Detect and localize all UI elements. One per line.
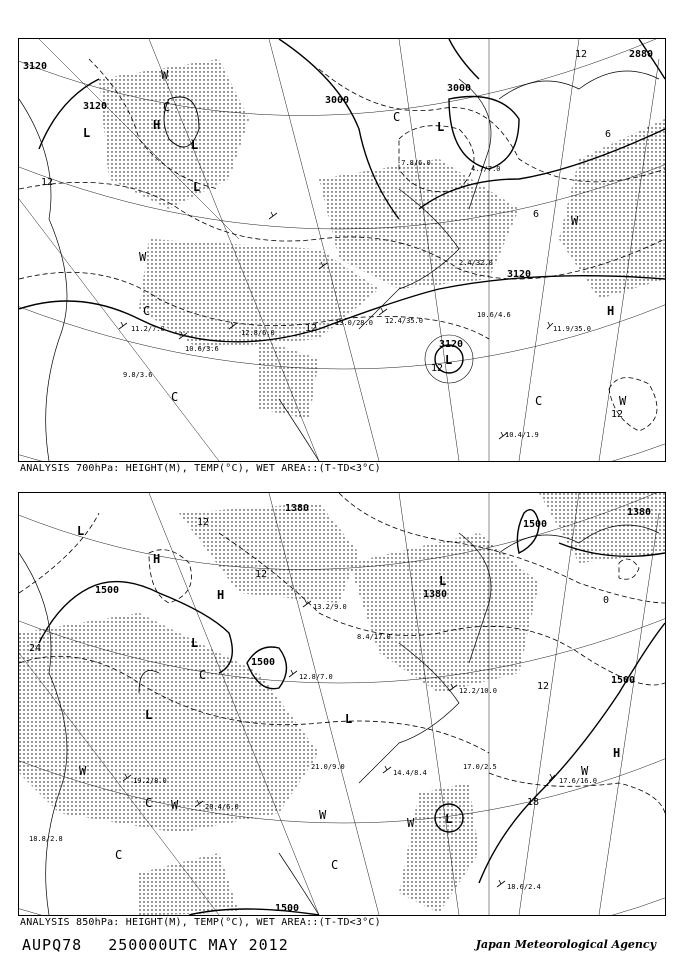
low-center: L: [193, 180, 201, 194]
low-center: L: [83, 126, 91, 140]
low-center: L: [191, 138, 199, 152]
cold-center: C: [171, 390, 179, 404]
temp-label: 12: [575, 49, 588, 60]
warm-center: W: [139, 250, 147, 264]
height-label: 3120: [507, 269, 532, 280]
product-code: AUPQ78: [22, 936, 83, 954]
station-obs-item: 8.4/17.0: [357, 633, 391, 641]
cold-center: C: [163, 100, 171, 114]
cold-center: C: [115, 848, 123, 862]
station-obs-item: 18.8/2.8: [29, 835, 63, 843]
low-center: L: [77, 524, 85, 538]
temp-label: 12: [537, 681, 550, 692]
temp-label: 12: [197, 517, 210, 528]
station-obs-item: 12.4/35.0: [385, 317, 423, 325]
height-label: 1500: [611, 675, 636, 686]
station-obs-item: 12.8/6.0: [241, 329, 275, 337]
valid-time: 250000UTC MAY 2012: [108, 936, 289, 954]
station-obs-item: 12.8/7.0: [299, 673, 333, 681]
height-label: 1380: [285, 503, 310, 514]
warm-center: W: [319, 808, 327, 822]
station-obs-item: 19.2/8.0: [133, 777, 167, 785]
temp-label: 12: [255, 569, 268, 580]
product-header: [22, 936, 289, 954]
station-obs-item: 21.0/9.0: [311, 763, 345, 771]
temp-label: 0: [603, 595, 610, 606]
cold-center: C: [143, 304, 151, 318]
temp-label: 6: [605, 129, 612, 140]
warm-center: W: [581, 764, 589, 778]
low-center: L: [439, 574, 447, 588]
station-obs-item: 10.6/3.6: [185, 345, 219, 353]
cold-center: C: [199, 668, 207, 682]
station-obs-item: 13.2/9.0: [313, 603, 347, 611]
cold-center: C: [145, 796, 153, 810]
high-center: H: [607, 304, 615, 318]
low-center: L: [445, 812, 453, 826]
wet-area: [99, 59, 665, 419]
station-obs-item: 10.4/1.9: [505, 431, 539, 439]
low-center: L: [345, 712, 353, 726]
temp-label: 6: [533, 209, 540, 220]
station-obs-item: 13.0/28.0: [335, 319, 373, 327]
high-center: H: [153, 552, 161, 566]
temp-label: 12: [305, 323, 318, 334]
caption-700hpa: ANALYSIS 700hPa: HEIGHT(M), TEMP(°C), WET AREA::(T-TD<3°C): [20, 463, 381, 474]
station-obs-item: 20.4/6.0: [205, 803, 239, 811]
weather-map-850hpa: [19, 493, 665, 915]
agency-credit: Japan Meteorological Agency: [475, 938, 656, 951]
cold-center: C: [535, 394, 543, 408]
high-center: H: [153, 118, 161, 132]
station-obs-item: 17.6/16.0: [559, 777, 597, 785]
low-center: L: [145, 708, 153, 722]
height-label: 1500: [275, 903, 300, 914]
station-obs-item: 12.2/10.0: [459, 687, 497, 695]
temp-label: 12: [41, 177, 54, 188]
warm-center: W: [171, 798, 179, 812]
high-center: H: [217, 588, 225, 602]
station-obs-item: 10.6/4.6: [477, 311, 511, 319]
low-center: L: [445, 353, 453, 367]
low-center: L: [191, 636, 199, 650]
warm-center: W: [79, 764, 87, 778]
height-label: 1500: [95, 585, 120, 596]
station-obs-item: 11.9/35.0: [553, 325, 591, 333]
station-obs-item: 2.4/32.0: [459, 259, 493, 267]
height-label: 2880: [629, 49, 654, 60]
map-panel-700hpa: [18, 38, 666, 462]
height-label: 1380: [423, 589, 448, 600]
station-obs-item: 11.2/7.0: [131, 325, 165, 333]
temp-label: 18: [527, 797, 540, 808]
cold-center: C: [331, 858, 339, 872]
temp-label: 12: [611, 409, 624, 420]
cold-center: C: [393, 110, 401, 124]
station-obs-item: 17.0/2.5: [463, 763, 497, 771]
station-obs-item: -7.8/6.0: [397, 159, 431, 167]
low-center: L: [437, 120, 445, 134]
temp-label: 12: [431, 363, 444, 374]
station-obs-item: 18.6/2.4: [507, 883, 541, 891]
height-label: 3120: [23, 61, 48, 72]
high-center: H: [613, 746, 621, 760]
weather-map-700hpa: [19, 39, 665, 461]
warm-center: W: [161, 68, 169, 82]
height-label: 3120: [439, 339, 464, 350]
caption-850hpa: ANALYSIS 850hPa: HEIGHT(M), TEMP(°C), WET AREA::(T-TD<3°C): [20, 917, 381, 928]
height-label: 3000: [325, 95, 350, 106]
station-obs-item: 4.7/7.0: [471, 165, 501, 173]
height-label: 1500: [523, 519, 548, 530]
height-label: 1500: [251, 657, 276, 668]
station-obs-item: 9.8/3.6: [123, 371, 153, 379]
height-label: 1380: [627, 507, 652, 518]
warm-center: W: [571, 214, 579, 228]
warm-center: W: [619, 394, 627, 408]
station-obs-item: 14.4/8.4: [393, 769, 427, 777]
height-label: 3120: [83, 101, 108, 112]
warm-center: W: [407, 816, 415, 830]
temp-label: 24: [29, 643, 42, 654]
map-panel-850hpa: [18, 492, 666, 916]
height-label: 3000: [447, 83, 472, 94]
